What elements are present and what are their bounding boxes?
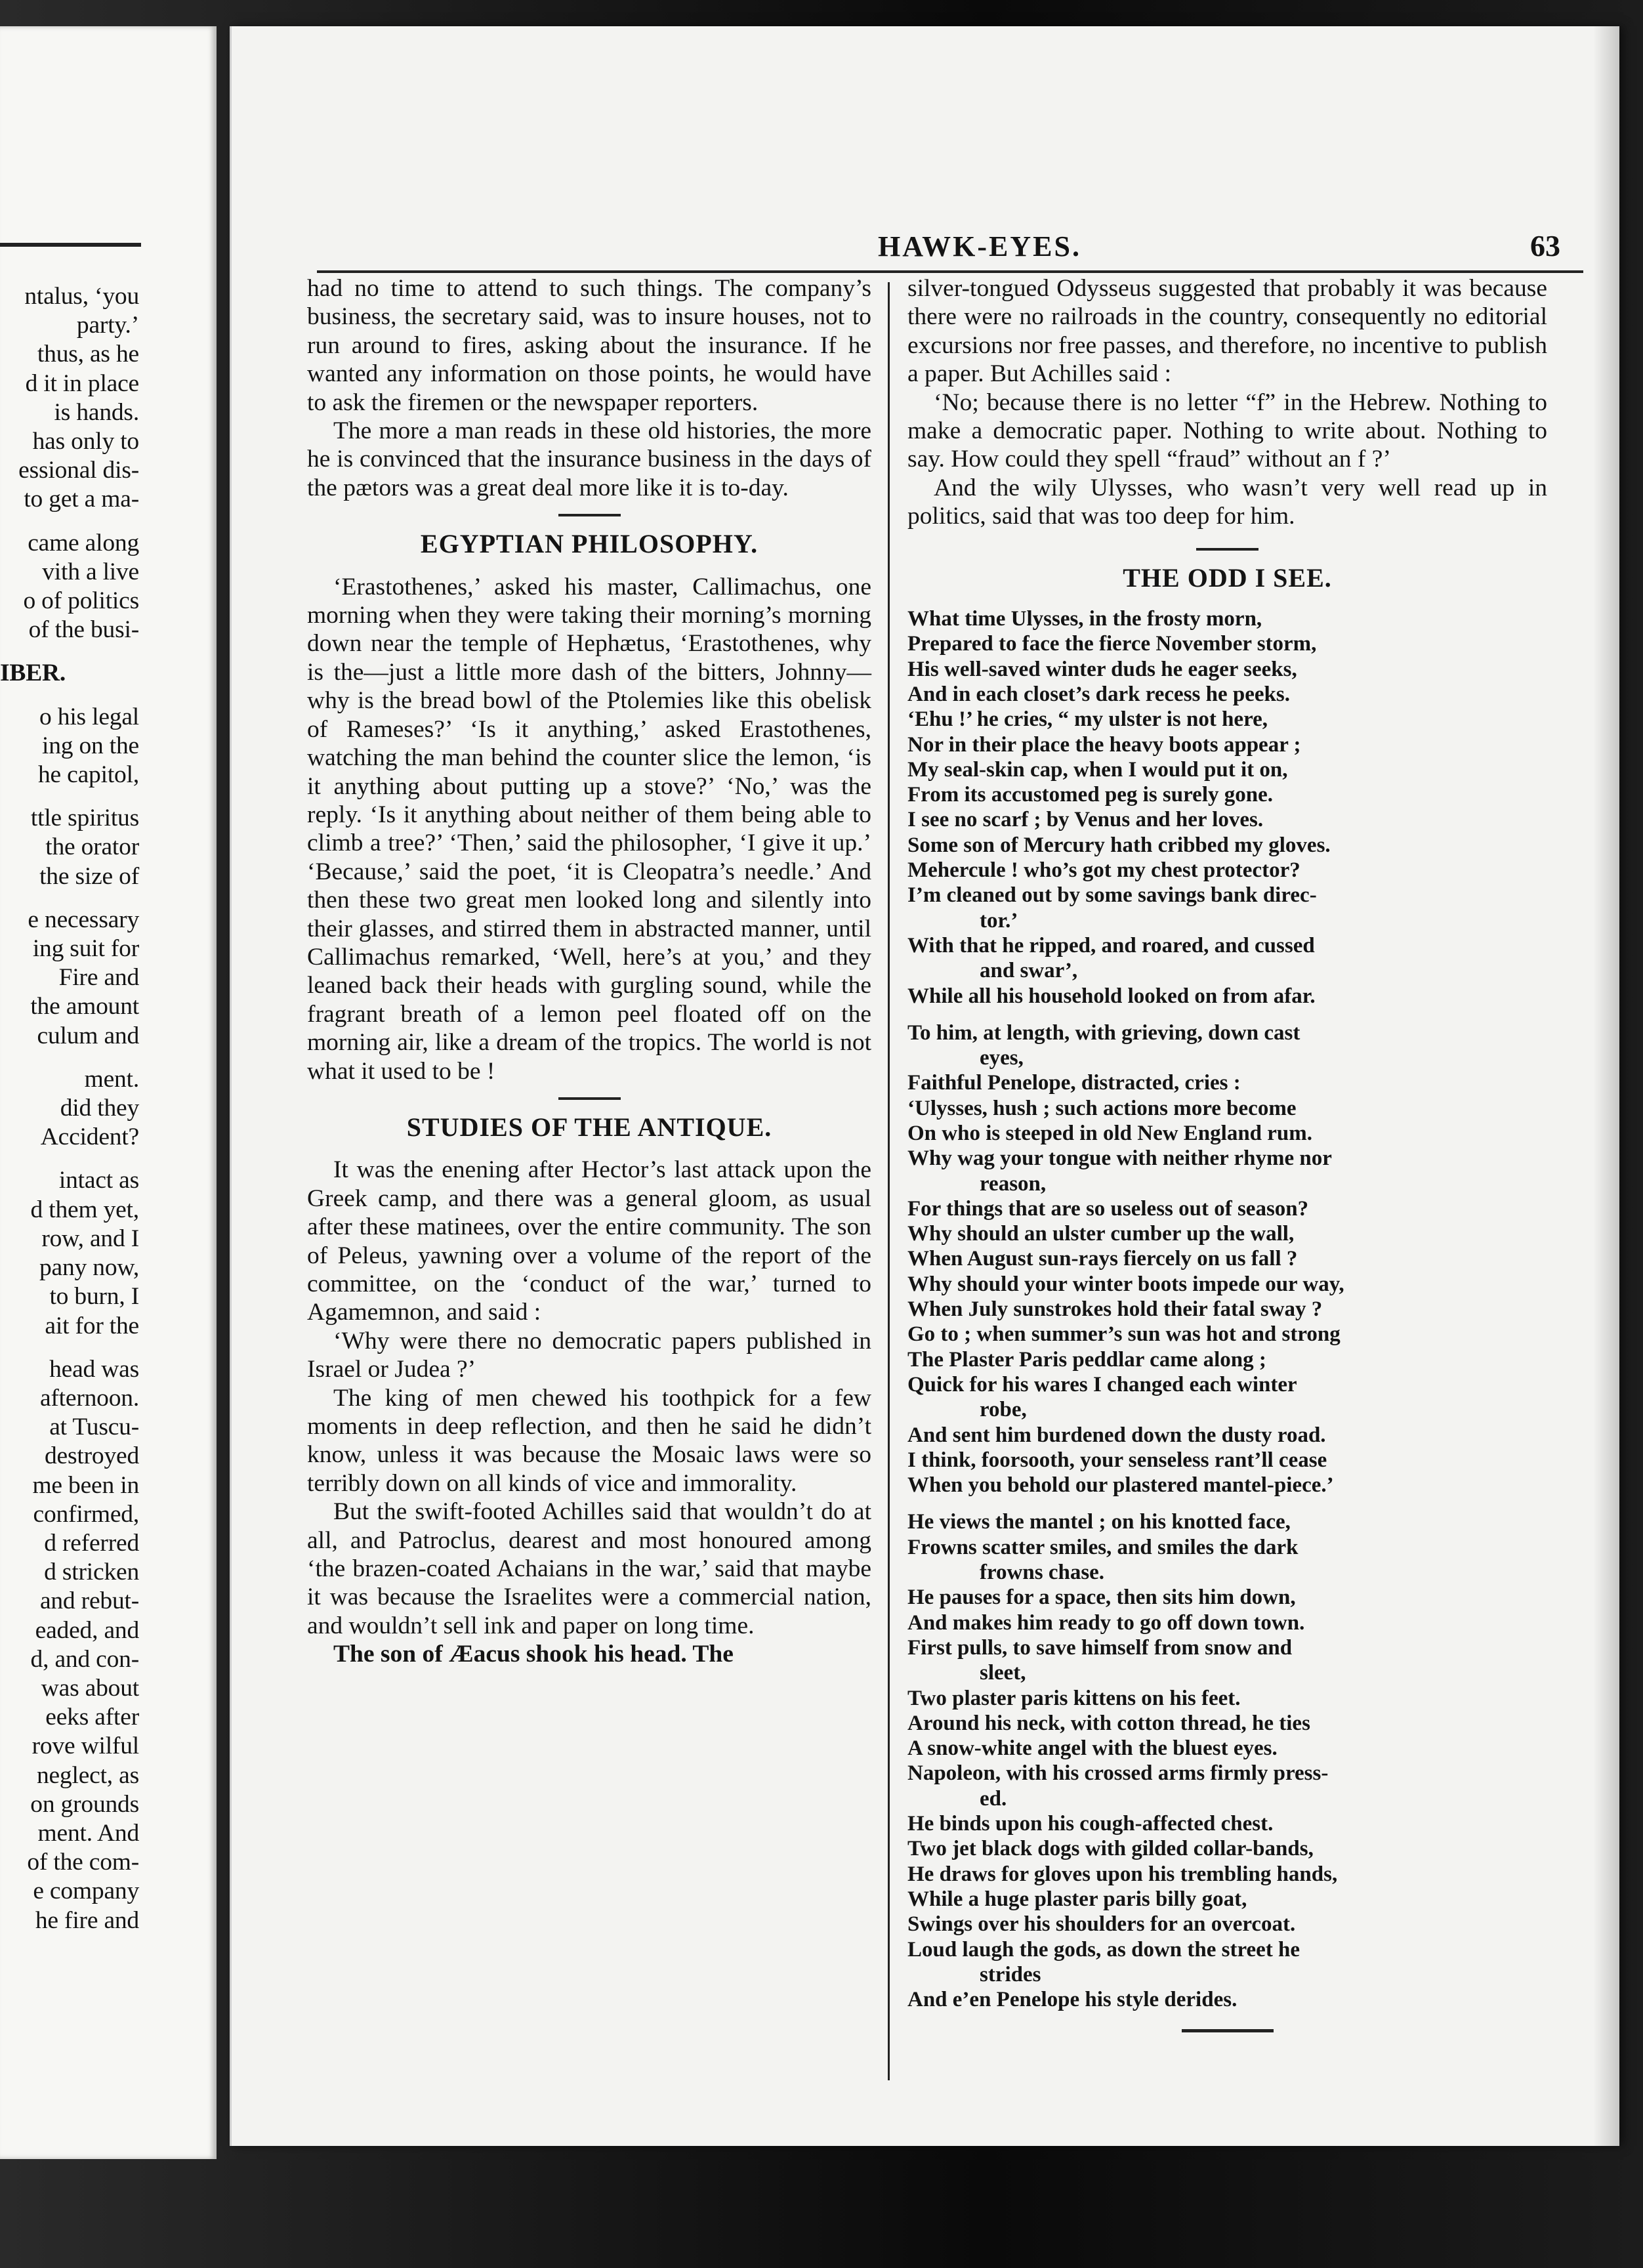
line-gap [0, 1152, 139, 1166]
stanza-gap [907, 1498, 1547, 1509]
left-page-line: at Tuscu- [49, 1414, 139, 1441]
poem-line: and swar’, [980, 959, 1078, 983]
left-page-line: o his legal [39, 703, 139, 730]
poem-line: Some son of Mercury hath cribbed my gloves. [907, 833, 1331, 857]
left-page-line: neglect, as [36, 1761, 139, 1789]
paragraph: The more a man reads in these old histories, the more he is convinced that the insurance business in the days of the pætors was a great deal more like it is to-day. [307, 417, 871, 501]
paragraph: The king of men chewed his toothpick for a few moments in deep reflection, and then he said he didn’t know, unless it was because the Mosaic laws were so terribly down on all kinds of vice and immorality. [307, 1384, 871, 1497]
left-page-line: came along [28, 529, 139, 556]
poem-line: Loud laugh the gods, as down the street he [907, 1937, 1300, 1962]
left-page-line: destroyed [45, 1442, 139, 1470]
left-page-line: on grounds [30, 1790, 139, 1818]
poem-line: Frowns scatter smiles, and smiles the dark [907, 1535, 1299, 1559]
poem-line: While a huge plaster paris billy goat, [907, 1887, 1247, 1911]
left-page-line: rove wilful [31, 1732, 139, 1760]
line-gap [0, 688, 139, 703]
paragraph: ‘Erastothenes,’ asked his master, Callimachus, one morning when they were taking their morning’s morning down near the temple of Hephætus, ‘Erastothenes, why is the—just a little more dash of the bitters, Johnny—why is the bread bowl of the Ptolemies like this obelisk of Rameses?’ ‘Is it anything,’ asked Erastothenes, watching the man behind the counter slice the lemon, ‘is it anything about putting up a stove?’ ‘No,’ was the reply. ‘Is it anything about neither of them being able to climb a tree?’ ‘Then,’ said the philosopher, ‘I give it up.’ ‘Because,’ said the poet, ‘it is Cleopatra’s needle.’ And then these two great men looked long and silently into their glasses, and stirred them in abstracted manner, until Callimachus remarked, ‘Well, here’s at you,’ and they leaned back their heads with gurgling sound, while the fragrant breath of a lemon peel floated off on the morning air, like a dream of the tropics. The world is not what it used to be ! [307, 573, 871, 1085]
left-page-rule [0, 243, 141, 247]
left-page-line: of the busi- [28, 616, 139, 644]
left-page-line: he capitol, [38, 761, 139, 789]
poem-line: Mehercule ! who’s got my chest protector? [907, 858, 1300, 883]
poem-line: My seal-skin cap, when I would put it on, [907, 757, 1288, 782]
section-rule [558, 1097, 621, 1100]
left-page-line: ment. [84, 1065, 139, 1093]
left-page-column [0, 282, 139, 1935]
left-page-line: did they [60, 1095, 139, 1122]
poem-line: He pauses for a space, then sits him down, [907, 1586, 1296, 1610]
column-left [307, 274, 871, 1669]
left-page-line: pany now, [39, 1254, 139, 1282]
poem-line: reason, [980, 1171, 1047, 1196]
section-title-egyptian-philosophy: EGYPTIAN PHILOSOPHY. [420, 529, 759, 559]
poem-line: I think, foorsooth, your senseless rant’ll cease [907, 1448, 1327, 1472]
poem-line: Why should your winter boots impede our way, [907, 1272, 1344, 1296]
paragraph: silver-tongued Odysseus suggested that probably it was because there were no railroads in the country, consequently no editorial excursions nor free passes, and therefore, no incentive to publish a paper. But Achilles said : [907, 275, 1547, 388]
paragraph: ‘No; because there is no letter “f” in the Hebrew. Nothing to make a democratic paper. Nothing to write about. Nothing to say. How could they spell “fraud” without an f ?’ [907, 388, 1547, 473]
column-rule [888, 282, 890, 2080]
left-page-line: has only to [32, 428, 139, 455]
left-page-line: thus, as he [37, 341, 139, 368]
poem-line: And in each closet’s dark recess he peeks. [907, 682, 1290, 706]
left-page-line: eeks after [45, 1704, 139, 1731]
left-page-line: intact as [58, 1167, 139, 1194]
poem-line: I see no scarf ; by Venus and her loves. [907, 808, 1264, 832]
poem-line: Quick for his wares I changed each winter [907, 1372, 1297, 1396]
poem-line: First pulls, to save himself from snow and [907, 1635, 1293, 1660]
left-page-line: to burn, I [49, 1283, 139, 1311]
section-title-studies-of-the-antique: STUDIES OF THE ANTIQUE. [406, 1112, 772, 1142]
left-page-line: afternoon. [39, 1384, 139, 1412]
poem-line: robe, [980, 1398, 1027, 1422]
section-rule [1196, 548, 1258, 551]
poem-line: Nor in their place the heavy boots appear ; [907, 732, 1301, 757]
poem-line: Why wag your tongue with neither rhyme nor [907, 1146, 1332, 1171]
poem-line: A snow-white angel with the bluest eyes. [907, 1736, 1278, 1761]
column-right [907, 274, 1547, 2032]
left-page-line: d stricken [44, 1559, 139, 1586]
left-page-line: vith a live [42, 558, 139, 585]
poem-line: Two plaster paris kittens on his feet. [907, 1686, 1241, 1710]
paragraph: And the wily Ulysses, who wasn’t very well read up in politics, said that was too deep for him. [907, 474, 1547, 530]
line-gap [0, 644, 139, 659]
left-page-line: the amount [30, 993, 139, 1020]
left-page-line: d referred [44, 1529, 139, 1557]
paragraph: had no time to attend to such things. The company’s business, the secretary said, was to insure houses, not to run around to fires, asking about the insurance. If he wanted any information on those points, he would have to ask the firemen or the newspaper reporters. [307, 275, 871, 416]
poem-line: He draws for gloves upon his trembling hands, [907, 1862, 1338, 1886]
poem-line: Prepared to face the fierce November storm, [907, 632, 1317, 656]
poem-line: And makes him ready to go off down town. [907, 1610, 1305, 1635]
poem-line: He binds upon his cough-affected chest. [907, 1812, 1274, 1836]
left-page-line: was about [41, 1674, 139, 1702]
left-page-line: ing suit for [32, 935, 139, 963]
section-rule [558, 514, 621, 516]
left-page-line: confirmed, [33, 1500, 139, 1528]
left-page-line: to get a ma- [24, 486, 139, 513]
poem-line: Go to ; when summer’s sun was hot and strong [907, 1322, 1341, 1347]
left-page-line: d, and con- [30, 1645, 139, 1673]
paragraph: The son of Æacus shook his head. The [333, 1641, 734, 1668]
poem-line: ed. [980, 1786, 1007, 1811]
left-page-line: the orator [45, 833, 139, 861]
poem-line: His well-saved winter duds he eager seeks, [907, 657, 1297, 681]
left-page-line: he fire and [35, 1906, 139, 1934]
poem-line: And e’en Penelope his style derides. [907, 1988, 1237, 2012]
running-title: HAWK-EYES. [878, 230, 1081, 262]
poem-line: When you behold our plastered mantel-piece.’ [907, 1473, 1334, 1498]
left-page-line: essional dis- [18, 457, 139, 484]
page-number: 63 [1530, 229, 1560, 262]
left-page-line: e company [33, 1878, 139, 1905]
page-header [232, 203, 1619, 262]
left-page-fragment [0, 26, 217, 2159]
left-page-line: o of politics [23, 587, 139, 615]
left-page-line: head was [49, 1355, 139, 1383]
left-page-line: ntalus, ‘you [24, 283, 139, 310]
poem-line: eyes, [980, 1046, 1024, 1070]
line-gap [0, 514, 139, 529]
poem-line: ‘Ehu !’ he cries, “ my ulster is not here, [907, 707, 1268, 732]
left-page-line: the size of [39, 862, 139, 890]
left-page-line: ait for the [45, 1312, 139, 1339]
left-page-line: of the com- [27, 1849, 139, 1876]
poem-line: What time Ulysses, in the frosty morn, [907, 607, 1262, 631]
left-page-line: d them yet, [30, 1196, 139, 1223]
poem-line: strides [980, 1962, 1041, 1986]
left-page-line: ment. And [37, 1819, 139, 1847]
poem-line: Napoleon, with his crossed arms firmly press- [907, 1761, 1329, 1786]
poem-line: tor.’ [980, 908, 1018, 933]
left-page-line: row, and I [41, 1225, 139, 1252]
main-page [230, 26, 1619, 2146]
poem-title: THE ODD I SEE. [1123, 562, 1332, 593]
left-page-line: is hands. [54, 398, 139, 426]
line-gap [0, 789, 139, 804]
left-page-line: d it in place [25, 369, 139, 397]
paragraph: It was the enening after Hector’s last attack upon the Greek camp, and there was a general gloom, as usual after these matinees, over the entire community. The son of Peleus, yawning over a volume of the report of the committee, on the ‘conduct of the war,’ turned to Agamemnon, and said : [307, 1156, 871, 1326]
poem-line: Why should an ulster cumber up the wall, [907, 1222, 1295, 1246]
poem-line: For things that are so useless out of season? [907, 1196, 1309, 1221]
poem-line: sleet, [980, 1661, 1026, 1685]
poem-line: When July sunstrokes hold their fatal sway ? [907, 1297, 1323, 1322]
poem-line: Around his neck, with cotton thread, he ties [907, 1711, 1310, 1735]
stanza-gap [907, 1009, 1547, 1020]
poem-line: He views the mantel ; on his knotted face, [907, 1510, 1291, 1534]
poem-line: While all his household looked on from afar. [907, 984, 1316, 1008]
poem-line: From its accustomed peg is surely gone. [907, 783, 1273, 807]
poem-line: When August sun-rays fiercely on us fall ? [907, 1247, 1298, 1271]
poem-the-odd-i-see [907, 606, 1547, 2012]
left-page-line: Fire and [58, 964, 139, 992]
poem-line: And sent him burdened down the dusty road. [907, 1423, 1326, 1447]
page-shadow [1593, 26, 1619, 2146]
left-page-line: IBER. [0, 660, 66, 687]
poem-line: Faithful Penelope, distracted, cries : [907, 1071, 1241, 1095]
poem-line: The Plaster Paris peddlar came along ; [907, 1347, 1266, 1372]
line-gap [0, 1051, 139, 1065]
poem-line: ‘Ulysses, hush ; such actions more become [907, 1096, 1297, 1120]
poem-line: Two jet black dogs with gilded collar-bands, [907, 1837, 1314, 1861]
left-page-line: and rebut- [39, 1587, 139, 1615]
left-page-line: e necessary [28, 906, 139, 933]
poem-line: frowns chase. [980, 1561, 1105, 1585]
paragraph: But the swift-footed Achilles said that wouldn’t do at all, and Patroclus, dearest and most honoured among ‘the brazen-coated Achaians in the war,’ said that maybe it was because the Israelites were a commercial nation, and wouldn’t sell ink and paper on long time. [307, 1498, 871, 1639]
left-page-line: me been in [32, 1471, 139, 1499]
end-rule [1182, 2029, 1274, 2032]
header-rule [317, 270, 1583, 273]
poem-line: Swings over his shoulders for an overcoat. [907, 1912, 1296, 1937]
left-page-line: eaded, and [35, 1616, 139, 1644]
poem-line: On who is steeped in old New England rum. [907, 1122, 1313, 1145]
poem-line: I’m cleaned out by some savings bank direc- [907, 883, 1317, 908]
left-page-line: party.’ [76, 312, 139, 339]
poem-line: With that he ripped, and roared, and cussed [907, 933, 1315, 957]
left-page-line: ing on the [42, 732, 139, 759]
line-gap [0, 891, 139, 906]
paragraph: ‘Why were there no democratic papers published in Israel or Judea ?’ [307, 1327, 871, 1383]
line-gap [0, 1341, 139, 1355]
poem-line: To him, at length, with grieving, down cast [907, 1020, 1300, 1045]
left-page-line: ttle spiritus [30, 805, 139, 832]
left-page-line: culum and [37, 1022, 139, 1049]
left-page-line: Accident? [40, 1124, 139, 1151]
